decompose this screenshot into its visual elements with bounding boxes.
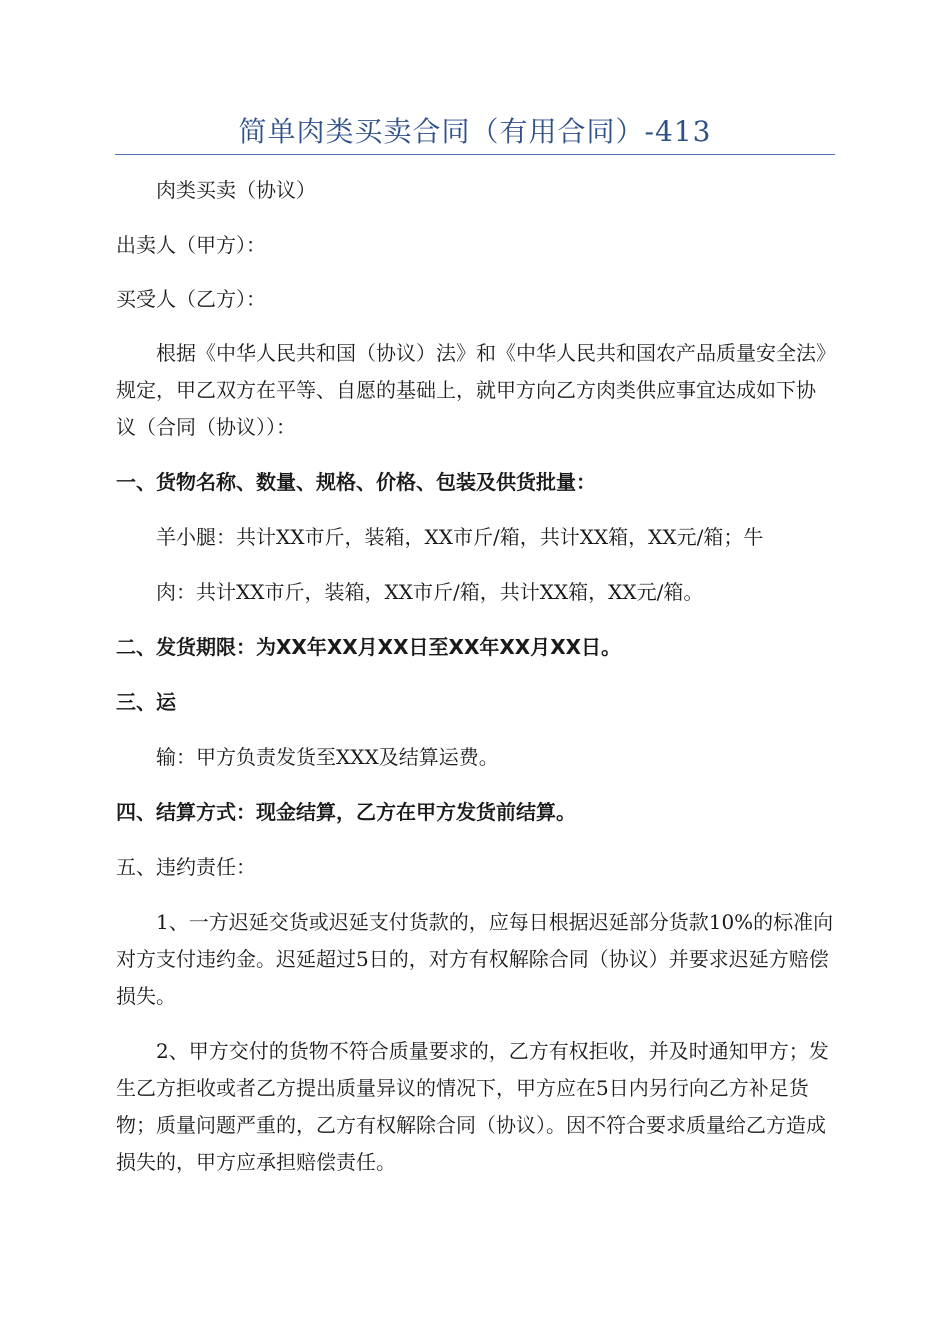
section-3-text: 输：甲方负责发货至XXX及结算运费。: [156, 745, 499, 769]
section-4-heading: 四、结算方式：现金结算，乙方在甲方发货前结算。: [116, 800, 576, 824]
document-title: 简单肉类买卖合同（有用合同）-413: [238, 115, 712, 148]
section-3-heading: 三、运: [116, 690, 176, 714]
title-underline: [115, 154, 835, 155]
section-5-heading: 五、违约责任：: [116, 855, 256, 879]
section-1-item-2: 肉：共计XX市斤，装箱，XX市斤/箱，共计XX箱，XX元/箱。: [156, 580, 704, 604]
section-5-item-1: 1、一方迟延交货或迟延支付货款的，应每日根据迟延部分货款10%的标准向对方支付违约金。迟延超过5日的，对方有权解除合同（协议）并要求迟延方赔偿损失。: [116, 910, 834, 1008]
buyer-line: 买受人（乙方）：: [116, 287, 266, 311]
section-2-heading: 二、发货期限：为XX年XX月XX日至XX年XX月XX日。: [116, 635, 622, 659]
seller-line: 出卖人（甲方）：: [116, 233, 266, 257]
document-body: [116, 172, 834, 1181]
section-5-item-2: 2、甲方交付的货物不符合质量要求的，乙方有权拒收，并及时通知甲方；发生乙方拒收或者乙方提出质量异议的情况下，甲方应在5日内另行向乙方补足货物；质量问题严重的，乙方有权解除合同（协议）。因不符合要求质量给乙方造成损失的，甲方应承担赔偿责任。: [116, 1039, 829, 1174]
section-1-item-1: 羊小腿：共计XX市斤，装箱，XX市斤/箱，共计XX箱，XX元/箱；牛: [156, 525, 764, 549]
subtitle: 肉类买卖（协议）: [156, 178, 316, 202]
intro-paragraph: 根据《中华人民共和国（协议）法》和《中华人民共和国农产品质量安全法》规定，甲乙双方在平等、自愿的基础上，就甲方向乙方肉类供应事宜达成如下协议（合同（协议））：: [116, 341, 826, 439]
section-1-heading: 一、货物名称、数量、规格、价格、包装及供货批量：: [116, 470, 596, 494]
